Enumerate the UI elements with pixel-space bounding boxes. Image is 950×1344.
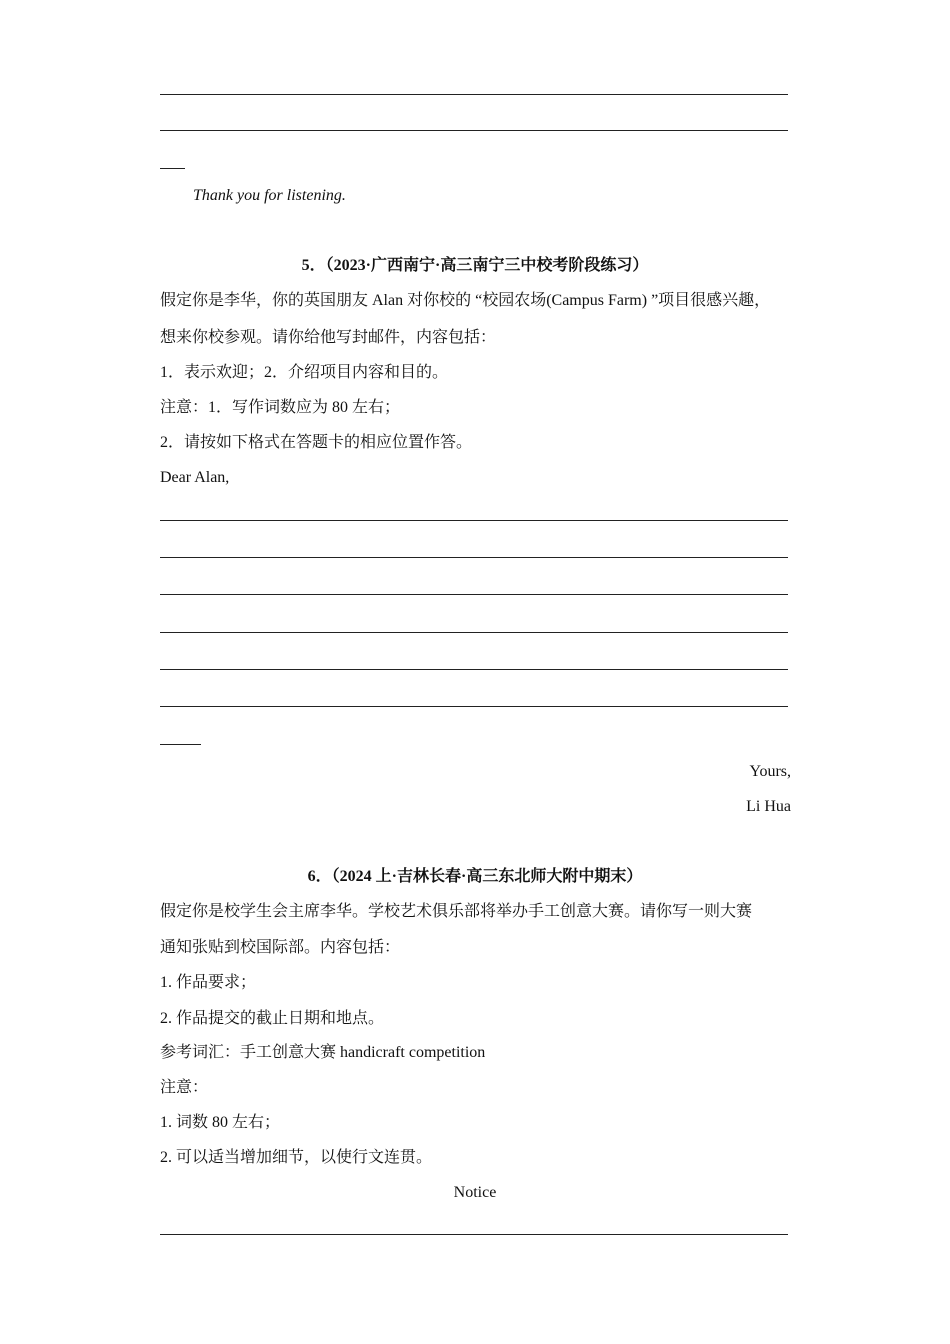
question-5-prompt-line: 想来你校参观。请你给他写封邮件，内容包括： xyxy=(160,329,497,346)
salutation: Dear Alan, xyxy=(160,469,230,486)
answer-line xyxy=(160,520,788,521)
notice-title: Notice xyxy=(453,1184,497,1201)
closing-text: Thank you for listening. xyxy=(193,187,346,204)
answer-line xyxy=(160,130,788,131)
question-5-prompt-line: 2．请按如下格式在答题卡的相应位置作答。 xyxy=(160,434,473,451)
answer-line xyxy=(160,632,788,633)
question-6-prompt-line: 2. 可以适当增加细节，以使行文连贯。 xyxy=(160,1149,433,1166)
question-6-prompt-line: 假定你是校学生会主席李华。学校艺术俱乐部将举办手工创意大赛。请你写一则大赛 xyxy=(160,903,753,920)
question-6-prompt-line: 参考词汇：手工创意大赛 handicraft competition xyxy=(160,1044,486,1061)
question-5-prompt-line: 假定你是李华，你的英国朋友 Alan 对你校的 “校园农场(Campus Farm) ”项目很感兴趣， xyxy=(160,292,771,309)
answer-line-short xyxy=(160,168,185,169)
signature: Li Hua xyxy=(746,798,791,815)
sign-off: Yours, xyxy=(749,763,791,780)
answer-line xyxy=(160,557,788,558)
answer-line xyxy=(160,669,788,670)
question-6-heading: 6．（2024 上·吉林长春·高三东北师大附中期末） xyxy=(307,868,643,885)
answer-line-short xyxy=(160,744,201,745)
question-5-prompt-line: 注意：1．写作词数应为 80 左右； xyxy=(160,399,401,416)
question-6-prompt-line: 2. 作品提交的截止日期和地点。 xyxy=(160,1010,385,1027)
answer-line xyxy=(160,594,788,595)
answer-line xyxy=(160,94,788,95)
answer-line xyxy=(160,706,788,707)
question-6-prompt-line: 1. 词数 80 左右； xyxy=(160,1114,281,1131)
question-6-prompt-line: 通知张贴到校国际部。内容包括： xyxy=(160,939,401,956)
question-5-prompt-line: 1．表示欢迎；2．介绍项目内容和目的。 xyxy=(160,364,449,381)
question-5-heading: 5．（2023·广西南宁·高三南宁三中校考阶段练习） xyxy=(301,257,649,274)
question-6-prompt-line: 1. 作品要求； xyxy=(160,974,257,991)
answer-line xyxy=(160,1234,788,1235)
question-6-prompt-line: 注意： xyxy=(160,1079,209,1096)
